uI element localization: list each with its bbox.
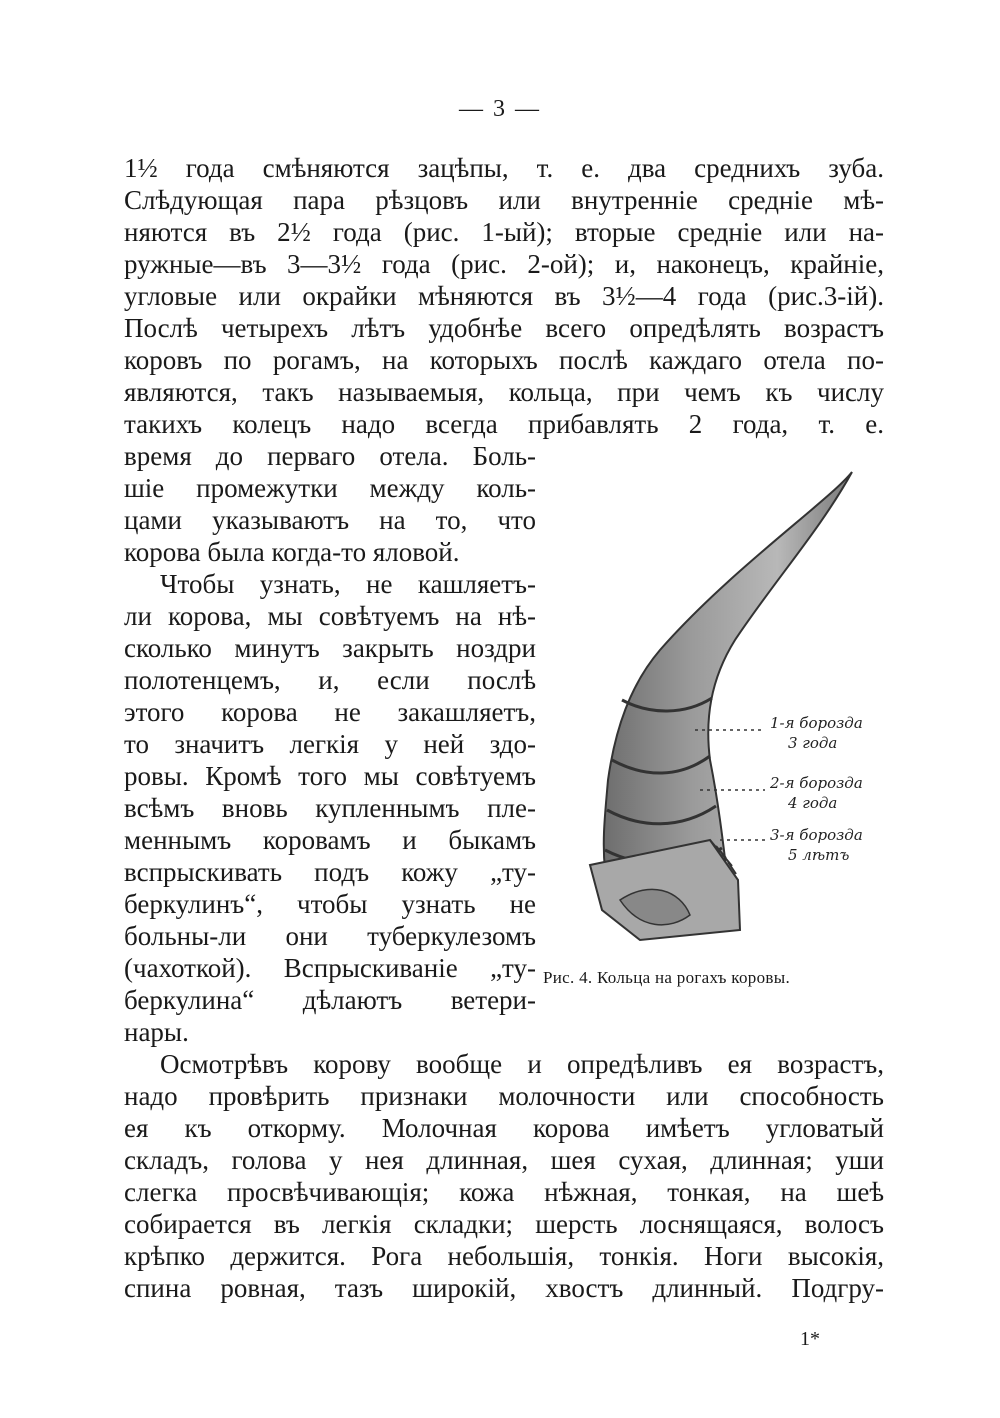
text-line: цами указываютъ на то, что [124,505,536,535]
text-line: корова была когда-то яловой. [124,537,460,567]
text-line: ея къ откорму. Молочная корова имѣетъ угловатый [124,1113,884,1143]
text-line: коровъ по рогамъ, на которыхъ послѣ каждаго отела по- [124,345,884,375]
text-line: складъ, голова у нея длинная, шея сухая, длинная; уши [124,1145,884,1175]
text-line: беркулинъ“, чтобы узнать не [124,889,536,919]
horn-figure [560,460,900,960]
text-line: такихъ колецъ надо всегда прибавлять 2 года, т. е. [124,409,884,439]
text-line: нары. [124,1017,189,1047]
annotation-age-2: 4 года [788,794,838,812]
annotation-age-1: 3 года [788,734,838,752]
text-line: Чтобы узнать, не кашляетъ- [160,569,536,599]
horn-illustration [560,460,900,960]
text-line: няются въ 2½ года (рис. 1-ый); вторые средніе или на- [124,217,884,247]
text-line: 1½ года смѣняются зацѣпы, т. е. два среднихъ зуба. [124,153,884,183]
page-number: — 3 — [459,96,541,122]
text-line: слегка просвѣчивающія; кожа нѣжная, тонкая, на шеѣ [124,1177,884,1207]
text-line: этого корова не закашляетъ, [124,697,536,727]
text-line: Слѣдующая пара рѣзцовъ или внутренніе средніе мѣ- [124,185,884,215]
printer-signature: 1* [800,1328,820,1350]
text-line: меннымъ коровамъ и быкамъ [124,825,536,855]
text-line: всѣмъ вновь купленнымъ пле- [124,793,536,823]
text-line: ровы. Кромѣ того мы совѣтуемъ [124,761,536,791]
text-line: вспрыскивать подъ кожу „ту- [124,857,536,887]
annotation-ring-3: 3-я борозда [770,826,863,844]
text-line: (чахоткой). Вспрыскиваніе „ту- [124,953,536,983]
text-line: то значитъ легкія у ней здо- [124,729,536,759]
text-line: крѣпко держится. Рога небольшія, тонкія. Ноги высокія, [124,1241,884,1271]
text-line: больны-ли они туберкулезомъ [124,921,536,951]
text-line: беркулина“ дѣлаютъ ветери- [124,985,536,1015]
text-line: угловые или окрайки мѣняются въ 3½—4 года (рис.3-ій). [124,281,884,311]
text-line: Послѣ четырехъ лѣтъ удобнѣе всего опредѣлять возрастъ [124,313,884,343]
annotation-age-3: 5 лѣтъ [788,846,850,864]
text-line: собирается въ легкія складки; шерсть лоснящаяся, волосъ [124,1209,884,1239]
text-line: шіе промежутки между коль- [124,473,536,503]
text-line: ли корова, мы совѣтуемъ на нѣ- [124,601,536,631]
annotation-ring-1: 1-я борозда [770,714,863,732]
text-line: Осмотрѣвъ корову вообще и опредѣливъ ея возрастъ, [160,1049,884,1079]
text-line: время до перваго отела. Боль- [124,441,536,471]
text-line: ружные—въ 3—3½ года (рис. 2-ой); и, наконецъ, крайніе, [124,249,884,279]
annotation-ring-2: 2-я борозда [770,774,863,792]
text-line: спина ровная, тазъ широкій, хвостъ длинный. Подгру- [124,1273,884,1303]
text-line: являются, такъ называемыя, кольца, при чемъ къ числу [124,377,884,407]
text-line: сколько минутъ закрыть ноздри [124,633,536,663]
figure-caption: Рис. 4. Кольца на рогахъ коровы. [543,968,790,987]
text-line: полотенцемъ, и, если послѣ [124,665,536,695]
text-line: надо провѣрить признаки молочности или способность [124,1081,884,1111]
